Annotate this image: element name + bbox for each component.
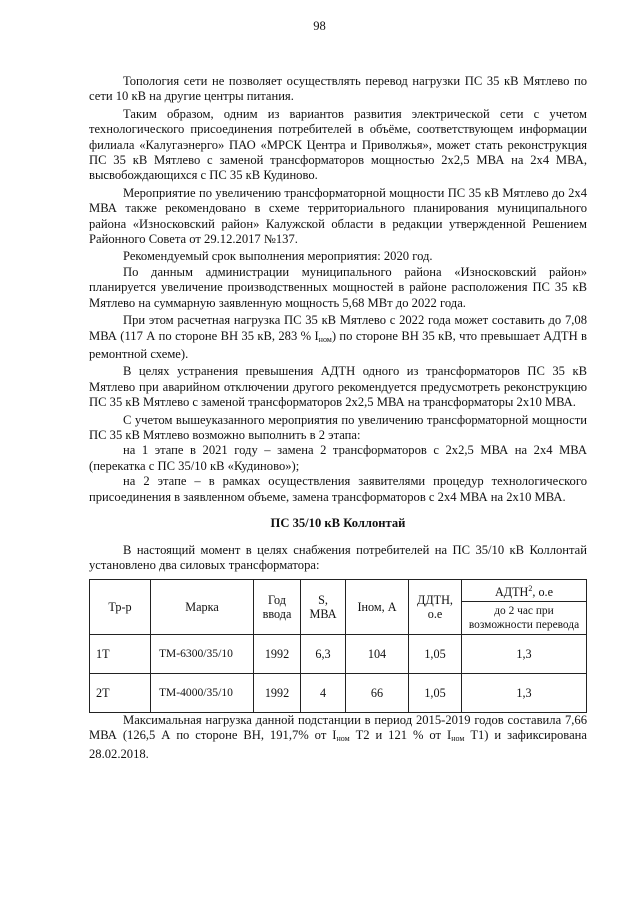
subscript: ном xyxy=(318,334,332,344)
cell-adtn: 1,3 xyxy=(462,634,587,673)
cell-year: 1992 xyxy=(254,634,301,673)
subscript: ном xyxy=(451,734,465,744)
paragraph: Рекомендуемый срок выполнения мероприятия: 2020 год. xyxy=(123,249,433,264)
text-run: Максимальная нагрузка данной подстанции в период 2015-2019 годов составила 7,66 МВА (126,5 А по стороне ВН, 191,7% от I xyxy=(89,712,587,743)
paragraph: В настоящий момент в целях снабжения потребителей на ПС 35/10 кВ Коллонтай установлено два силовых трансформатора: xyxy=(89,542,587,573)
col-header-inom: Iном, А xyxy=(346,579,409,634)
paragraph: на 1 этапе в 2021 году – замена 2 трансформаторов с 2х2,5 МВА на 2х4 МВА (перекатка с ПС 35/10 кВ «Кудиново»); xyxy=(89,443,587,473)
text-run: Т1) и зафиксирована 28.02.2018. xyxy=(89,728,587,761)
cell-mark: ТМ-4000/35/10 xyxy=(151,673,254,712)
page-number: 98 xyxy=(313,19,326,33)
col-header-adtn-sub: до 2 час при возможности перевода xyxy=(462,601,587,634)
cell-ddtn: 1,05 xyxy=(409,673,462,712)
section-heading: ПС 35/10 кВ Коллонтай xyxy=(270,515,406,530)
cell-tr: 1Т xyxy=(90,634,151,673)
paragraph: Таким образом, одним из вариантов развития электрической сети с учетом технологического присоединения потребителей в объёме, соответствующем информации филиала «Калугаэнерго» ПАО «МРСК Центра и Приволжья», может стать реконструкция ПС 35 кВ Мятлево с заменой трансформаторов мощностью 2х2,5 МВА на 2х4 МВА, высвобождающихся с ПС 35 кВ Кудиново. xyxy=(89,106,587,183)
cell-inom: 104 xyxy=(346,634,409,673)
paragraph: В целях устранения превышения АДТН одного из трансформаторов ПС 35 кВ Мятлево при аварийном отключении другого рекомендуется предусмотреть реконструкцию ПС 35 кВ Мятлево с заменой трансформаторов 2х2,5 МВА на трансформаторы 2х10 МВА. xyxy=(89,364,587,410)
text-run: При этом расчетная нагрузка ПС 35 кВ Мятлево с 2022 года может составить до 7,08 МВА (117 А по стороне ВН 35 кВ, 283 % I xyxy=(89,313,587,343)
table-row xyxy=(90,673,587,712)
col-header-year: Год ввода xyxy=(254,579,301,634)
paragraph: на 2 этапе – в рамках осуществления заявителями процедур технологического присоединения в заявленном объеме, замена трансформаторов с 2х4 МВА на 2х10 МВА. xyxy=(89,474,587,504)
col-header-tr: Тр-р xyxy=(90,579,151,634)
col-header-ddtn: ДДТН, о.е xyxy=(409,579,462,634)
text-run: ) по стороне ВН 35 кВ, что превышает АДТН в ремонтной схеме). xyxy=(89,328,587,361)
paragraph: По данным администрации муниципального района «Износковский район» планируется увеличение производственных мощностей в районе расположения ПС 35 кВ Мятлево на суммарную заявленную мощность 5,68 МВт до 2022 года. xyxy=(89,264,587,310)
superscript: 2 xyxy=(528,583,533,593)
cell-tr: 2Т xyxy=(90,673,151,712)
adtn-unit: , о.е xyxy=(532,584,554,599)
col-header-s: S, МВА xyxy=(301,579,346,634)
col-header-adtn xyxy=(462,579,587,601)
table-row xyxy=(90,634,587,673)
adtn-label: АДТН xyxy=(494,584,529,599)
document-body xyxy=(89,74,587,762)
paragraph: Топология сети не позволяет осуществлять перевод нагрузки ПС 35 кВ Мятлево по сети 10 кВ на другие центры питания. xyxy=(89,74,587,104)
paragraph: С учетом вышеуказанного мероприятия по увеличению трансформаторной мощности ПС 35 кВ Мятлево возможно выполнить в 2 этапа: xyxy=(89,412,587,442)
text-run: Т2 и 121 % от I xyxy=(349,728,452,743)
cell-ddtn: 1,05 xyxy=(409,634,462,673)
paragraph xyxy=(89,313,587,362)
cell-mark: ТМ-6300/35/10 xyxy=(151,634,254,673)
col-header-mark: Марка xyxy=(151,579,254,634)
cell-s: 6,3 xyxy=(301,634,346,673)
cell-inom: 66 xyxy=(346,673,409,712)
paragraph xyxy=(89,713,587,762)
subscript: ном xyxy=(336,734,350,744)
cell-s: 4 xyxy=(301,673,346,712)
paragraph: Мероприятие по увеличению трансформаторной мощности ПС 35 кВ Мятлево до 2х4 МВА также рекомендовано в схеме территориального планирования муниципального района «Износковский район» Калужской области в редакции утвержденной Решением Районного Совета от 29.12.2017 №137. xyxy=(89,185,587,247)
cell-year: 1992 xyxy=(254,673,301,712)
transformer-table xyxy=(89,579,587,713)
cell-adtn: 1,3 xyxy=(462,673,587,712)
